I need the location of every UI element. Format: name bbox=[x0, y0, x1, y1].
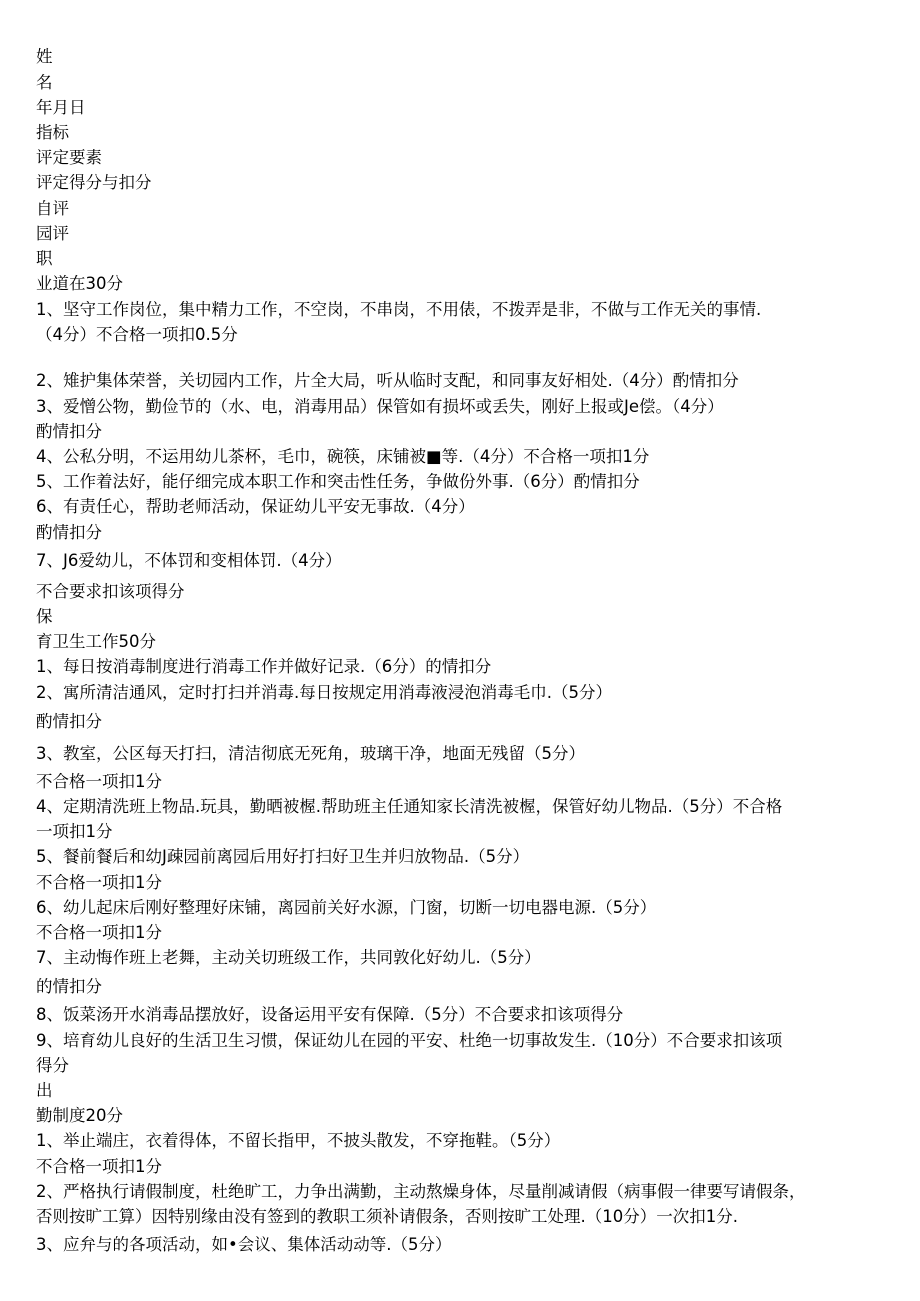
text-line-6: 评定得分与扣分 bbox=[36, 173, 152, 192]
text-line-3: 年月日 bbox=[36, 98, 86, 117]
text-line-8: 园评 bbox=[36, 224, 69, 243]
text-line-22: 保 bbox=[36, 607, 53, 626]
text-line-19: 酌情扣分 bbox=[36, 523, 102, 542]
text-line-42: 1、举止端庄，衣着得体，不留长指甲，不披头散发，不穿拖鞋。（5分） bbox=[36, 1131, 561, 1150]
text-line-10: 业道在30分 bbox=[36, 274, 123, 293]
text-line-44: 2、严格执行请假制度，杜绝旷工，力争出满勤，主动熬燥身体，尽量削减请假（病事假一律要写请假条， bbox=[36, 1182, 806, 1201]
text-line-20: 7、J6爱幼儿，不体罚和变相体罚.（4分） bbox=[36, 551, 342, 570]
text-line-2: 名 bbox=[36, 73, 53, 92]
text-line-32: 不合格一项扣1分 bbox=[36, 873, 162, 892]
text-line-12: （4分）不合格一项扣0.5分 bbox=[36, 325, 238, 344]
text-line-7: 自评 bbox=[36, 199, 69, 218]
text-line-14: 3、爱憎公物，勤俭节的（水、电，消毒用品）保管如有损坏或丢失，刚好上报或Je偿。（4分） bbox=[36, 397, 724, 416]
text-line-23: 育卫生工作50分 bbox=[36, 632, 156, 651]
text-line-29: 4、定期清洗班上物品.玩具，勤晒被楃.帮助班主任通知家长清洗被楃，保管好幼儿物品.（5分）不合格 bbox=[36, 797, 783, 816]
text-line-1: 姓 bbox=[36, 47, 53, 66]
text-line-46: 3、应弁与的各项活动，如•会议、集体活动动等.（5分） bbox=[36, 1235, 452, 1254]
text-line-36: 的情扣分 bbox=[36, 977, 102, 996]
text-line-35: 7、主动悔作班上老舞，主动关切班级工作，共同敦化好幼儿.（5分） bbox=[36, 948, 541, 967]
text-line-21: 不合要求扣该项得分 bbox=[36, 582, 185, 601]
text-line-30: 一项扣1分 bbox=[36, 822, 113, 841]
text-line-16: 4、公私分明，不运用幼儿茶杯，毛巾，碗筷，床铺被■等.（4分）不合格一项扣1分 bbox=[36, 447, 650, 466]
text-line-18: 6、有责任心，帮助老师活动，保证幼儿平安无事故.（4分） bbox=[36, 497, 475, 516]
text-line-26: 酌情扣分 bbox=[36, 712, 102, 731]
text-line-33: 6、幼儿起床后刚好整理好床铺，离园前关好水源，门窗，切断一切电器电源.（5分） bbox=[36, 898, 657, 917]
text-line-17: 5、工作着法好，能仔细完成本职工作和突击性任务，争做份外事.（6分）酌情扣分 bbox=[36, 472, 640, 491]
text-line-31: 5、餐前餐后和幼J疎园前离园后用好打扫好卫生并归放物品.（5分） bbox=[36, 847, 530, 866]
text-line-41: 勤制度20分 bbox=[36, 1106, 123, 1125]
text-line-24: 1、每日按消毒制度进行消毒工作并做好记录.（6分）的情扣分 bbox=[36, 657, 492, 676]
text-line-43: 不合格一项扣1分 bbox=[36, 1157, 162, 1176]
text-line-37: 8、饭菜汤开水消毒品摆放好，设备运用平安有保障.（5分）不合要求扣该项得分 bbox=[36, 1005, 624, 1024]
text-line-5: 评定要素 bbox=[36, 148, 102, 167]
text-line-13: 2、雉护集体荣誉，关切园内工作，片全大局，听从临时支配，和同事友好相处.（4分）酌情扣分 bbox=[36, 371, 739, 390]
text-line-9: 职 bbox=[36, 249, 53, 268]
text-line-38: 9、培育幼儿良好的生活卫生习惯，保证幼儿在园的平安、杜绝一切事故发生.（10分）不合要求扣该项 bbox=[36, 1031, 783, 1050]
text-line-11: 1、坚守工作岗位，集中精力工作，不空岗，不串岗，不用俵，不拨弄是非，不做与工作无关的事情. bbox=[36, 300, 762, 319]
text-line-39: 得分 bbox=[36, 1056, 69, 1075]
text-line-34: 不合格一项扣1分 bbox=[36, 923, 162, 942]
text-line-25: 2、寓所清洁通风，定时打扫并消毒.每日按规定用消毒液浸泡消毒毛巾.（5分） bbox=[36, 683, 612, 702]
text-line-27: 3、教室，公区每天打扫，清洁彻底无死角，玻璃干净，地面无残留（5分） bbox=[36, 744, 585, 763]
text-line-4: 指标 bbox=[36, 123, 69, 142]
text-line-28: 不合格一项扣1分 bbox=[36, 772, 162, 791]
text-line-45: 否则按旷工算）因特别缘由没有签到的教职工须补请假条，否则按旷工处理.（10分）一次扣1分. bbox=[36, 1207, 738, 1226]
text-line-40: 出 bbox=[36, 1081, 53, 1100]
text-line-15: 酌情扣分 bbox=[36, 422, 102, 441]
